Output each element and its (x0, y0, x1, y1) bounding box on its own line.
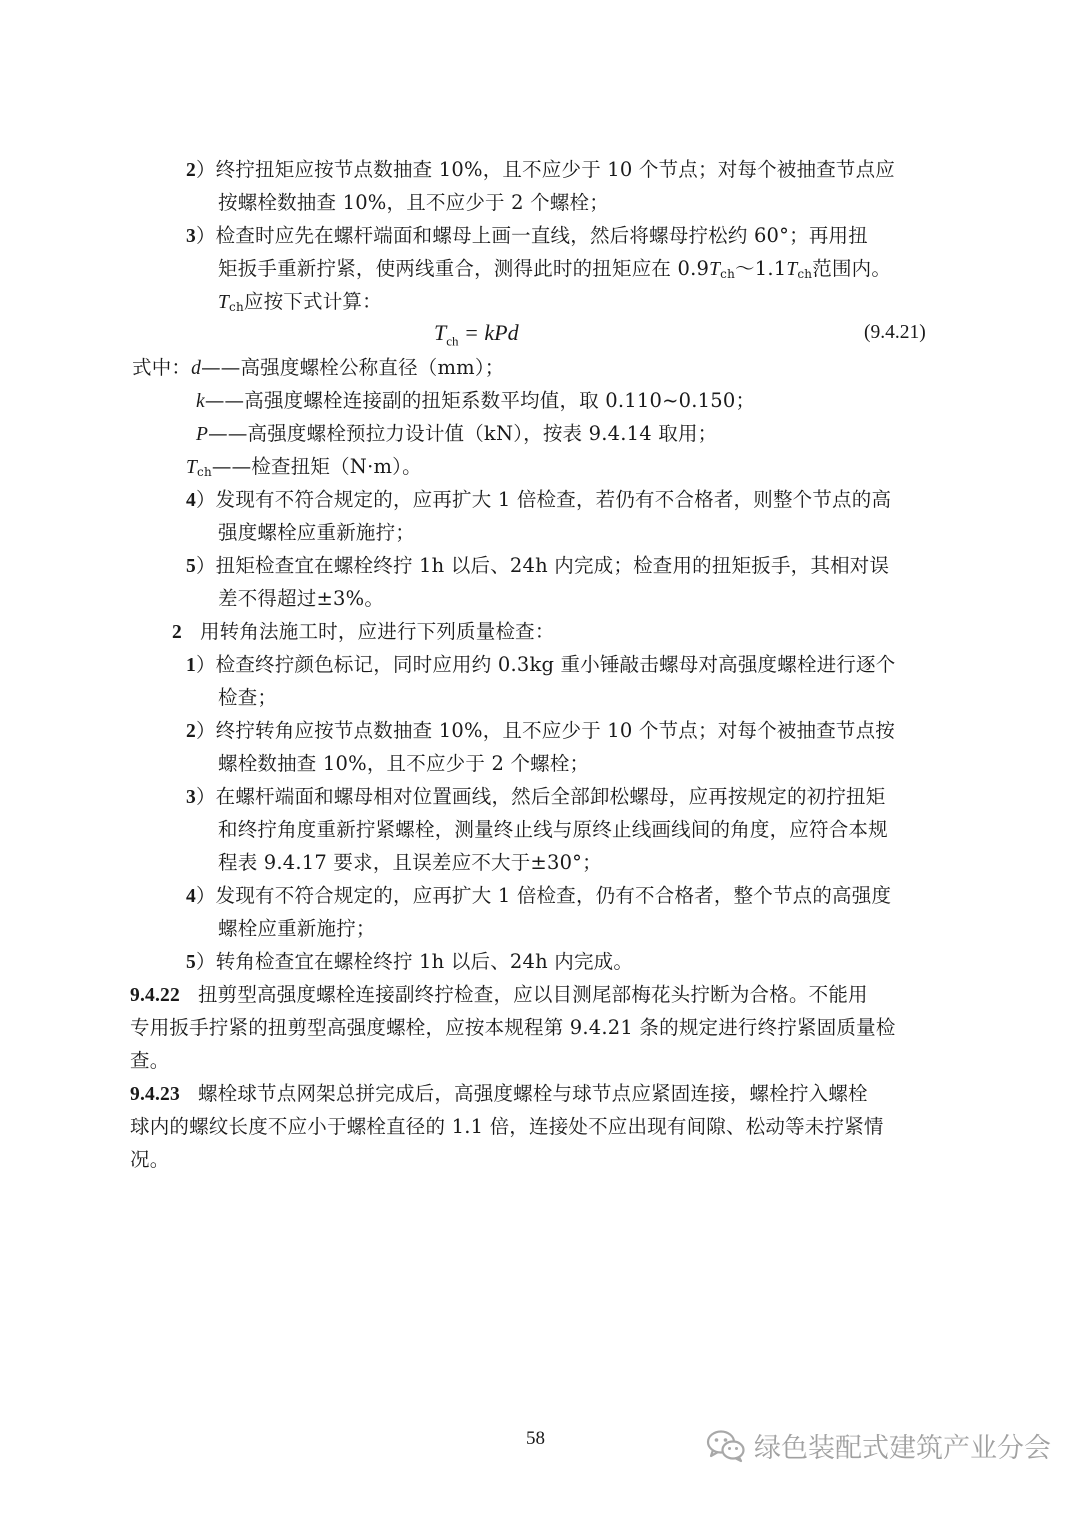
item-2-line-2: 按螺栓数抽查 10%，且不应少于 2 个螺栓； (218, 191, 609, 214)
item-c2-line-2: 螺栓数抽查 10%，且不应少于 2 个螺栓； (218, 752, 590, 775)
where-T-line: $T_{ch}——$检查扭矩（N·m）。 (186, 455, 422, 479)
item-number: 3 (186, 787, 196, 808)
item-number: 1 (186, 655, 196, 676)
item-c4-line-2: 螺栓应重新施拧； (218, 917, 376, 940)
section-9-4-23-line-2: 球内的螺纹长度不应小于螺栓直径的 1.1 倍，连接处不应出现有间隙、松动等未拧紧情 (130, 1115, 884, 1138)
item-c3-line-1: 3）在螺杆端面和螺母相对位置画线，然后全部卸松螺母，应再按规定的初拧扭矩 (186, 785, 886, 808)
section-9-4-22-line-1: 9.4.22 扭剪型高强度螺栓连接副终拧检查，应以目测尾部梅花头拧断为合格。不能用 (130, 983, 868, 1006)
where-P-line: P——高强度螺栓预拉力设计值（kN），按表 9.4.14 取用； (196, 422, 718, 445)
section-number: 9.4.22 (130, 985, 180, 1006)
item-3-line-2: 矩扳手重新拧紧，使两线重合，测得此时的扭矩应在 $0.9T_{ch}\sim 1.1T_{ch}$范围内。 (218, 257, 892, 281)
item-number: 5 (186, 556, 196, 577)
clause-number: 2 (172, 622, 182, 643)
item-c4-line-1: 4）发现有不符合规定的，应再扩大 1 倍检查，仍有不合格者，整个节点的高强度 (186, 884, 892, 907)
item-c3-line-2: 和终拧角度重新拧紧螺栓，测量终止线与原终止线画线间的角度，应符合本规 (218, 818, 888, 841)
item-c5-line-1: 5）转角检查宜在螺栓终拧 1h 以后、24h 内完成。 (186, 950, 634, 973)
section-number: 9.4.23 (130, 1084, 180, 1105)
item-c3-line-3: 程表 9.4.17 要求，且误差应不大于±30°； (218, 851, 602, 874)
watermark (706, 1426, 1051, 1465)
section-9-4-22-line-2: 专用扳手拧紧的扭剪型高强度螺栓，应按本规程第 9.4.21 条的规定进行终拧紧固质量检 (130, 1016, 896, 1039)
item-c1-line-2: 检查； (218, 686, 278, 709)
item-number: 4 (186, 886, 196, 907)
item-number: 2 (186, 160, 196, 181)
page-number: 58 (526, 1428, 545, 1449)
item-number: 2 (186, 721, 196, 742)
equation-number: (9.4.21) (864, 322, 926, 343)
item-3-line-3: $T_{ch}$应按下式计算： (218, 290, 382, 314)
item-c1-line-1: 1）检查终拧颜色标记，同时应用约 0.3kg 重小锤敲击螺母对高强度螺栓进行逐个 (186, 653, 896, 676)
watermark-text: 绿色装配式建筑产业分会 (754, 1433, 1051, 1464)
clause-2-heading: 2 用转角法施工时，应进行下列质量检查： (172, 620, 555, 643)
section-9-4-23-line-3: 况。 (130, 1148, 170, 1171)
item-number: 4 (186, 490, 196, 511)
where-k-line: k——高强度螺栓连接副的扭矩系数平均值，取 0.110~0.150； (196, 389, 756, 412)
item-4-line-2: 强度螺栓应重新施拧； (218, 521, 416, 544)
wechat-icon (706, 1429, 746, 1463)
where-d-line: 式中：d——高强度螺栓公称直径（mm）； (132, 356, 505, 379)
item-number: 3 (186, 226, 196, 247)
item-3-line-1: 3）检查时应先在螺杆端面和螺母上画一直线，然后将螺母拧松约 60°；再用扭 (186, 224, 868, 247)
item-5-line-1: 5）扭矩检查宜在螺栓终拧 1h 以后、24h 内完成；检查用的扭矩扳手，其相对误 (186, 554, 890, 577)
item-5-line-2: 差不得超过±3%。 (218, 587, 385, 610)
item-4-line-1: 4）发现有不符合规定的，应再扩大 1 倍检查，若仍有不合格者，则整个节点的高 (186, 488, 892, 511)
section-9-4-22-line-3: 查。 (130, 1049, 170, 1072)
item-2-line-1: 2）终拧扭矩应按节点数抽查 10%，且不应少于 10 个节点；对每个被抽查节点应 (186, 158, 896, 181)
item-number: 5 (186, 952, 196, 973)
formula-9-4-21: $T_{ch}$ = kPd (434, 320, 519, 349)
item-c2-line-1: 2）终拧转角应按节点数抽查 10%，且不应少于 10 个节点；对每个被抽查节点按 (186, 719, 896, 742)
section-9-4-23-line-1: 9.4.23 螺栓球节点网架总拼完成后，高强度螺栓与球节点应紧固连接，螺栓拧入螺栓 (130, 1082, 868, 1105)
